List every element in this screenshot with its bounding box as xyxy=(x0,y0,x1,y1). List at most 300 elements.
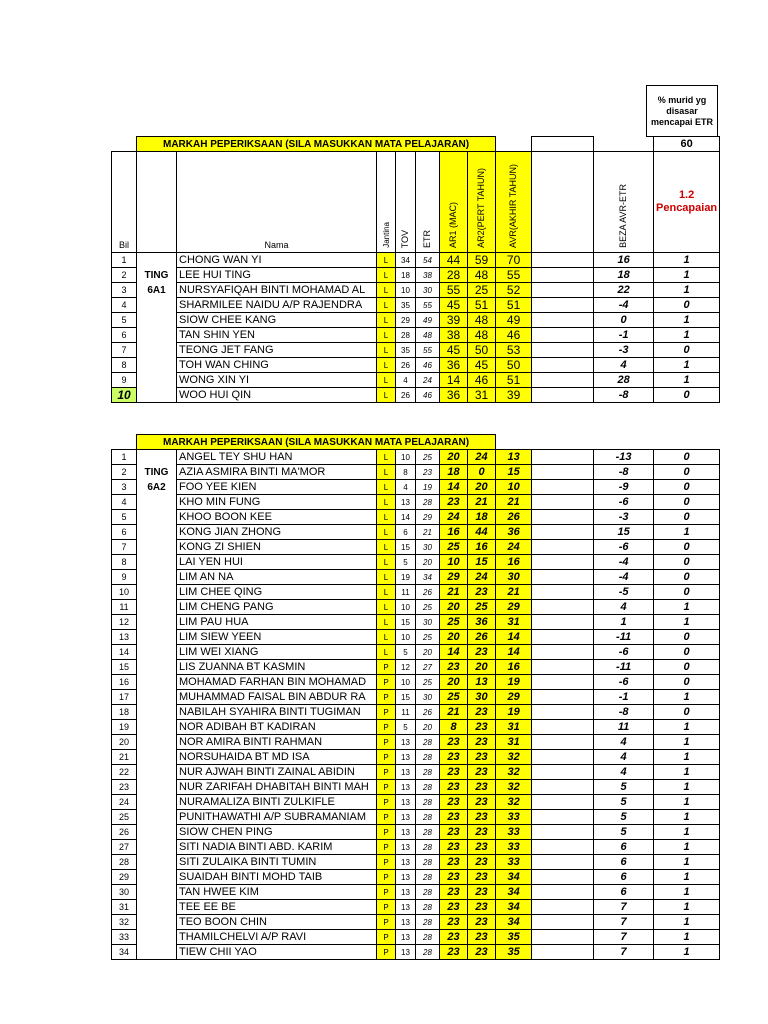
class-label-cell xyxy=(137,765,177,780)
row-number: 17 xyxy=(112,690,137,705)
student-name: SUAIDAH BINTI MOHD TAIB xyxy=(177,870,377,885)
row-number: 1 xyxy=(112,253,137,268)
class-label-code: 6A1 xyxy=(147,284,166,296)
table-row xyxy=(112,388,720,403)
beza-cell: 5 xyxy=(594,825,654,840)
ar1-cell: 28 xyxy=(440,268,468,283)
etr-cell: 19 xyxy=(416,480,440,495)
class-label-cell xyxy=(137,510,177,525)
gender-cell: L xyxy=(377,585,396,600)
spacer-cell xyxy=(532,388,594,403)
table-row xyxy=(112,705,720,720)
beza-cell: 28 xyxy=(594,373,654,388)
row-number: 8 xyxy=(112,555,137,570)
avr-cell: 39 xyxy=(496,388,532,403)
tov-cell: 13 xyxy=(396,885,416,900)
ar1-cell: 20 xyxy=(440,600,468,615)
tov-cell: 13 xyxy=(396,870,416,885)
table-row xyxy=(112,555,720,570)
table-row xyxy=(112,283,720,298)
beza-cell: -4 xyxy=(594,298,654,313)
avr-cell: 46 xyxy=(496,328,532,343)
class-label-cell xyxy=(137,930,177,945)
row-number: 33 xyxy=(112,930,137,945)
beza-cell: -8 xyxy=(594,388,654,403)
ar1-cell: 23 xyxy=(440,855,468,870)
beza-cell: 6 xyxy=(594,885,654,900)
gender-cell: P xyxy=(377,660,396,675)
etr-cell: 27 xyxy=(416,660,440,675)
class-label-cell xyxy=(137,630,177,645)
student-name: PUNITHAWATHI A/P SUBRAMANIAM xyxy=(177,810,377,825)
ar2-cell: 36 xyxy=(468,615,496,630)
etr-cell: 54 xyxy=(416,253,440,268)
table-row xyxy=(112,373,720,388)
table-row xyxy=(112,570,720,585)
gender-cell: L xyxy=(377,298,396,313)
tov-cell: 5 xyxy=(396,720,416,735)
class-label-cell xyxy=(137,373,177,388)
beza-cell: 0 xyxy=(594,313,654,328)
spacer-cell xyxy=(532,855,594,870)
avr-cell: 33 xyxy=(496,840,532,855)
ar1-cell: 16 xyxy=(440,525,468,540)
ar2-cell: 13 xyxy=(468,675,496,690)
beza-cell: -5 xyxy=(594,585,654,600)
spacer-cell xyxy=(532,660,594,675)
pencapaian-cell: 1 xyxy=(654,885,720,900)
gender-cell: P xyxy=(377,900,396,915)
tov-cell: 12 xyxy=(396,660,416,675)
avr-cell: 29 xyxy=(496,600,532,615)
spacer-cell xyxy=(532,268,594,283)
avr-cell: 31 xyxy=(496,735,532,750)
ar1-cell: 21 xyxy=(440,585,468,600)
row-number: 6 xyxy=(112,328,137,343)
ar1-cell: 23 xyxy=(440,765,468,780)
student-name: NOR ADIBAH BT KADIRAN xyxy=(177,720,377,735)
beza-cell: -6 xyxy=(594,675,654,690)
gender-cell: P xyxy=(377,945,396,960)
gender-cell: P xyxy=(377,780,396,795)
table-row xyxy=(112,495,720,510)
beza-cell: -8 xyxy=(594,465,654,480)
beza-cell: 6 xyxy=(594,840,654,855)
row-number: 29 xyxy=(112,870,137,885)
avr-cell: 32 xyxy=(496,795,532,810)
class-label-cell xyxy=(137,555,177,570)
tov-cell: 11 xyxy=(396,585,416,600)
class-label-cell xyxy=(137,885,177,900)
table-row xyxy=(112,540,720,555)
table-row xyxy=(112,358,720,373)
class-label-code: 6A2 xyxy=(147,481,166,493)
beza-cell: -3 xyxy=(594,343,654,358)
pencapaian-cell: 1 xyxy=(654,795,720,810)
beza-cell: 11 xyxy=(594,720,654,735)
row-number: 18 xyxy=(112,705,137,720)
table-row xyxy=(112,343,720,358)
gender-cell: L xyxy=(377,630,396,645)
avr-cell: 14 xyxy=(496,630,532,645)
ar2-cell: 48 xyxy=(468,313,496,328)
spacer-cell xyxy=(532,465,594,480)
table-row xyxy=(112,720,720,735)
tov-cell: 13 xyxy=(396,900,416,915)
class-label-cell xyxy=(137,480,177,495)
etr-cell: 28 xyxy=(416,735,440,750)
pencapaian-cell: 1 xyxy=(654,313,720,328)
row-number: 3 xyxy=(112,283,137,298)
gender-cell: P xyxy=(377,735,396,750)
gender-cell: P xyxy=(377,930,396,945)
etr-cell: 28 xyxy=(416,795,440,810)
row-number: 4 xyxy=(112,495,137,510)
beza-cell: -6 xyxy=(594,495,654,510)
table-row xyxy=(112,690,720,705)
column-header-avr: AVR(AKHIR TAHUN) xyxy=(508,163,519,248)
etr-cell: 55 xyxy=(416,298,440,313)
row-number: 1 xyxy=(112,450,137,465)
student-name: FOO YEE KIEN xyxy=(177,480,377,495)
etr-cell: 28 xyxy=(416,825,440,840)
etr-cell: 20 xyxy=(416,555,440,570)
pencapaian-cell: 1 xyxy=(654,870,720,885)
student-name: LIS ZUANNA BT KASMIN xyxy=(177,660,377,675)
student-name: WONG XIN YI xyxy=(177,373,377,388)
beza-cell: -1 xyxy=(594,690,654,705)
beza-cell: -4 xyxy=(594,555,654,570)
ar1-cell: 8 xyxy=(440,720,468,735)
ar1-cell: 44 xyxy=(440,253,468,268)
etr-cell: 26 xyxy=(416,585,440,600)
ar2-cell: 23 xyxy=(468,735,496,750)
beza-cell: 4 xyxy=(594,735,654,750)
gender-cell: L xyxy=(377,480,396,495)
spacer-cell xyxy=(532,373,594,388)
tov-cell: 13 xyxy=(396,780,416,795)
row-number: 13 xyxy=(112,630,137,645)
table-row xyxy=(112,765,720,780)
class-label-cell xyxy=(137,570,177,585)
spacer-cell xyxy=(532,585,594,600)
tov-cell: 13 xyxy=(396,915,416,930)
row-number: 2 xyxy=(112,268,137,283)
gender-cell: L xyxy=(377,253,396,268)
class-label-cell xyxy=(137,720,177,735)
student-name: TIEW CHII YAO xyxy=(177,945,377,960)
avr-cell: 21 xyxy=(496,585,532,600)
spacer-cell xyxy=(532,600,594,615)
ar2-cell: 18 xyxy=(468,510,496,525)
class-label-cell xyxy=(137,780,177,795)
row-number: 28 xyxy=(112,855,137,870)
student-name: LIM CHENG PANG xyxy=(177,600,377,615)
column-header-etr: ETR xyxy=(422,230,432,248)
column-header-jantina: Jantina xyxy=(381,222,391,248)
student-name: TEE EE BE xyxy=(177,900,377,915)
spacer-cell xyxy=(532,720,594,735)
gender-cell: L xyxy=(377,283,396,298)
spacer-cell xyxy=(532,780,594,795)
ar1-cell: 20 xyxy=(440,675,468,690)
ar1-cell: 20 xyxy=(440,630,468,645)
avr-cell: 32 xyxy=(496,750,532,765)
row-number: 34 xyxy=(112,945,137,960)
table-row xyxy=(112,795,720,810)
ar2-cell: 24 xyxy=(468,570,496,585)
tov-cell: 5 xyxy=(396,645,416,660)
gender-cell: L xyxy=(377,465,396,480)
class-label-cell xyxy=(137,915,177,930)
avr-cell: 36 xyxy=(496,525,532,540)
ar1-cell: 25 xyxy=(440,690,468,705)
beza-cell: -6 xyxy=(594,645,654,660)
class-6a2-table xyxy=(111,434,720,960)
class-label-cell xyxy=(137,795,177,810)
ar1-cell: 20 xyxy=(440,450,468,465)
tov-cell: 19 xyxy=(396,570,416,585)
gender-cell: L xyxy=(377,510,396,525)
table-row xyxy=(112,660,720,675)
beza-cell: 18 xyxy=(594,268,654,283)
student-name: LIM CHEE QING xyxy=(177,585,377,600)
class-label-cell xyxy=(137,735,177,750)
spacer-cell xyxy=(532,630,594,645)
avr-cell: 24 xyxy=(496,540,532,555)
pencapaian-cell: 0 xyxy=(654,495,720,510)
ar1-cell: 23 xyxy=(440,660,468,675)
pencapaian-cell: 1 xyxy=(654,253,720,268)
ar2-cell: 21 xyxy=(468,495,496,510)
ar2-cell: 20 xyxy=(468,480,496,495)
ar2-cell: 25 xyxy=(468,283,496,298)
spacer-cell xyxy=(532,450,594,465)
ar2-cell: 50 xyxy=(468,343,496,358)
table-row xyxy=(112,735,720,750)
spacer-cell xyxy=(532,675,594,690)
beza-cell: 22 xyxy=(594,283,654,298)
class-label-cell xyxy=(137,298,177,313)
ar2-cell: 25 xyxy=(468,600,496,615)
pencapaian-cell: 0 xyxy=(654,510,720,525)
pencapaian-cell: 1 xyxy=(654,600,720,615)
ar1-cell: 23 xyxy=(440,885,468,900)
student-name: ANGEL TEY SHU HAN xyxy=(177,450,377,465)
class-label-cell xyxy=(137,945,177,960)
spacer-cell xyxy=(532,540,594,555)
pencapaian-cell: 1 xyxy=(654,825,720,840)
table-row xyxy=(112,810,720,825)
ar1-cell: 14 xyxy=(440,645,468,660)
row-number: 7 xyxy=(112,540,137,555)
ar2-cell: 48 xyxy=(468,328,496,343)
pencapaian-cell: 0 xyxy=(654,630,720,645)
student-name: NURAMALIZA BINTI ZULKIFLE xyxy=(177,795,377,810)
pencapaian-cell: 1 xyxy=(654,358,720,373)
avr-cell: 13 xyxy=(496,450,532,465)
spacer-cell xyxy=(532,870,594,885)
etr-cell: 25 xyxy=(416,630,440,645)
gender-cell: P xyxy=(377,765,396,780)
spacer-cell xyxy=(532,253,594,268)
beza-cell: 5 xyxy=(594,780,654,795)
avr-cell: 30 xyxy=(496,570,532,585)
pencapaian-cell: 0 xyxy=(654,555,720,570)
ar2-cell: 23 xyxy=(468,750,496,765)
class-label-cell xyxy=(137,615,177,630)
gender-cell: P xyxy=(377,795,396,810)
row-number: 3 xyxy=(112,480,137,495)
row-number: 12 xyxy=(112,615,137,630)
class-label-cell xyxy=(137,690,177,705)
ar2-cell: 23 xyxy=(468,765,496,780)
spacer-cell xyxy=(532,885,594,900)
etr-cell: 28 xyxy=(416,765,440,780)
class-label-cell xyxy=(137,855,177,870)
row-number: 6 xyxy=(112,525,137,540)
beza-cell: 6 xyxy=(594,855,654,870)
etr-cell: 24 xyxy=(416,373,440,388)
row-number: 16 xyxy=(112,675,137,690)
class-label-ting: TING xyxy=(144,269,169,281)
table-row xyxy=(112,585,720,600)
tov-cell: 13 xyxy=(396,945,416,960)
pencapaian-cell: 0 xyxy=(654,570,720,585)
row-number: 31 xyxy=(112,900,137,915)
student-name: NUR ZARIFAH DHABITAH BINTI MAH xyxy=(177,780,377,795)
class-label-cell xyxy=(137,810,177,825)
ar1-cell: 29 xyxy=(440,570,468,585)
table-row xyxy=(112,750,720,765)
pencapaian-cell: 1 xyxy=(654,900,720,915)
etr-cell: 28 xyxy=(416,915,440,930)
spacer-cell xyxy=(532,495,594,510)
table-row xyxy=(112,930,720,945)
table-row xyxy=(112,510,720,525)
etr-cell: 28 xyxy=(416,840,440,855)
beza-cell: -1 xyxy=(594,328,654,343)
table-row xyxy=(112,253,720,268)
etr-cell: 34 xyxy=(416,570,440,585)
ar1-cell: 23 xyxy=(440,840,468,855)
class-label-cell xyxy=(137,388,177,403)
ar1-cell: 23 xyxy=(440,810,468,825)
pencapaian-cell: 1 xyxy=(654,615,720,630)
ar2-cell: 26 xyxy=(468,630,496,645)
pencapaian-cell: 1 xyxy=(654,373,720,388)
row-number: 27 xyxy=(112,840,137,855)
gender-cell: L xyxy=(377,600,396,615)
beza-cell: 4 xyxy=(594,765,654,780)
student-name: THAMILCHELVI A/P RAVI xyxy=(177,930,377,945)
avr-cell: 52 xyxy=(496,283,532,298)
spacer-cell xyxy=(532,810,594,825)
student-name: KHO MIN FUNG xyxy=(177,495,377,510)
exam-marks-banner: MARKAH PEPERIKSAAN (SILA MASUKKAN MATA PELAJARAN) xyxy=(137,435,496,450)
gender-cell: L xyxy=(377,373,396,388)
spacer-cell xyxy=(532,328,594,343)
pencapaian-cell: 1 xyxy=(654,750,720,765)
tov-cell: 29 xyxy=(396,313,416,328)
gender-cell: P xyxy=(377,675,396,690)
ar2-cell: 30 xyxy=(468,690,496,705)
etr-cell: 28 xyxy=(416,885,440,900)
ar2-cell: 23 xyxy=(468,705,496,720)
tov-cell: 10 xyxy=(396,600,416,615)
avr-cell: 34 xyxy=(496,900,532,915)
ar2-cell: 44 xyxy=(468,525,496,540)
gender-cell: L xyxy=(377,343,396,358)
beza-cell: 5 xyxy=(594,795,654,810)
tov-cell: 34 xyxy=(396,253,416,268)
table-row xyxy=(112,675,720,690)
ar1-cell: 23 xyxy=(440,495,468,510)
tov-cell: 10 xyxy=(396,675,416,690)
ar1-cell: 36 xyxy=(440,358,468,373)
row-number: 4 xyxy=(112,298,137,313)
class-label-cell xyxy=(137,750,177,765)
spacer-cell xyxy=(532,690,594,705)
etr-cell: 28 xyxy=(416,495,440,510)
etr-cell: 29 xyxy=(416,510,440,525)
gender-cell: L xyxy=(377,495,396,510)
tov-cell: 10 xyxy=(396,283,416,298)
ar1-cell: 38 xyxy=(440,328,468,343)
column-header-beza: BEZA AVR-ETR xyxy=(618,184,629,248)
avr-cell: 33 xyxy=(496,810,532,825)
pencapaian-cell: 0 xyxy=(654,343,720,358)
spacer-cell xyxy=(532,298,594,313)
tov-cell: 15 xyxy=(396,615,416,630)
student-name: TEO BOON CHIN xyxy=(177,915,377,930)
class-label-cell xyxy=(137,705,177,720)
spacer-cell xyxy=(532,945,594,960)
ar1-cell: 21 xyxy=(440,705,468,720)
pencapaian-cell: 0 xyxy=(654,480,720,495)
student-name: KONG ZI SHIEN xyxy=(177,540,377,555)
class-label-cell xyxy=(137,900,177,915)
student-name: SHARMILEE NAIDU A/P RAJENDRA xyxy=(177,298,377,313)
table-row xyxy=(112,465,720,480)
beza-cell: 6 xyxy=(594,870,654,885)
spacer-cell xyxy=(532,358,594,373)
ar2-cell: 23 xyxy=(468,720,496,735)
avr-cell: 33 xyxy=(496,855,532,870)
ar2-cell: 23 xyxy=(468,915,496,930)
etr-cell: 21 xyxy=(416,525,440,540)
spacer-cell xyxy=(532,525,594,540)
column-header-ar1: AR1 (MAC) xyxy=(448,201,458,248)
tov-cell: 6 xyxy=(396,525,416,540)
row-number: 20 xyxy=(112,735,137,750)
class-label-cell xyxy=(137,328,177,343)
pencapaian-cell: 1 xyxy=(654,720,720,735)
spacer-cell xyxy=(532,343,594,358)
student-name: NURSYAFIQAH BINTI MOHAMAD AL xyxy=(177,283,377,298)
avr-cell: 70 xyxy=(496,253,532,268)
ar1-cell: 23 xyxy=(440,900,468,915)
row-number: 30 xyxy=(112,885,137,900)
row-number: 5 xyxy=(112,510,137,525)
ar1-cell: 23 xyxy=(440,780,468,795)
ar1-cell: 24 xyxy=(440,510,468,525)
student-name: MOHAMAD FARHAN BIN MOHAMAD xyxy=(177,675,377,690)
gender-cell: P xyxy=(377,840,396,855)
etr-cell: 28 xyxy=(416,930,440,945)
avr-cell: 33 xyxy=(496,825,532,840)
table-row xyxy=(112,780,720,795)
